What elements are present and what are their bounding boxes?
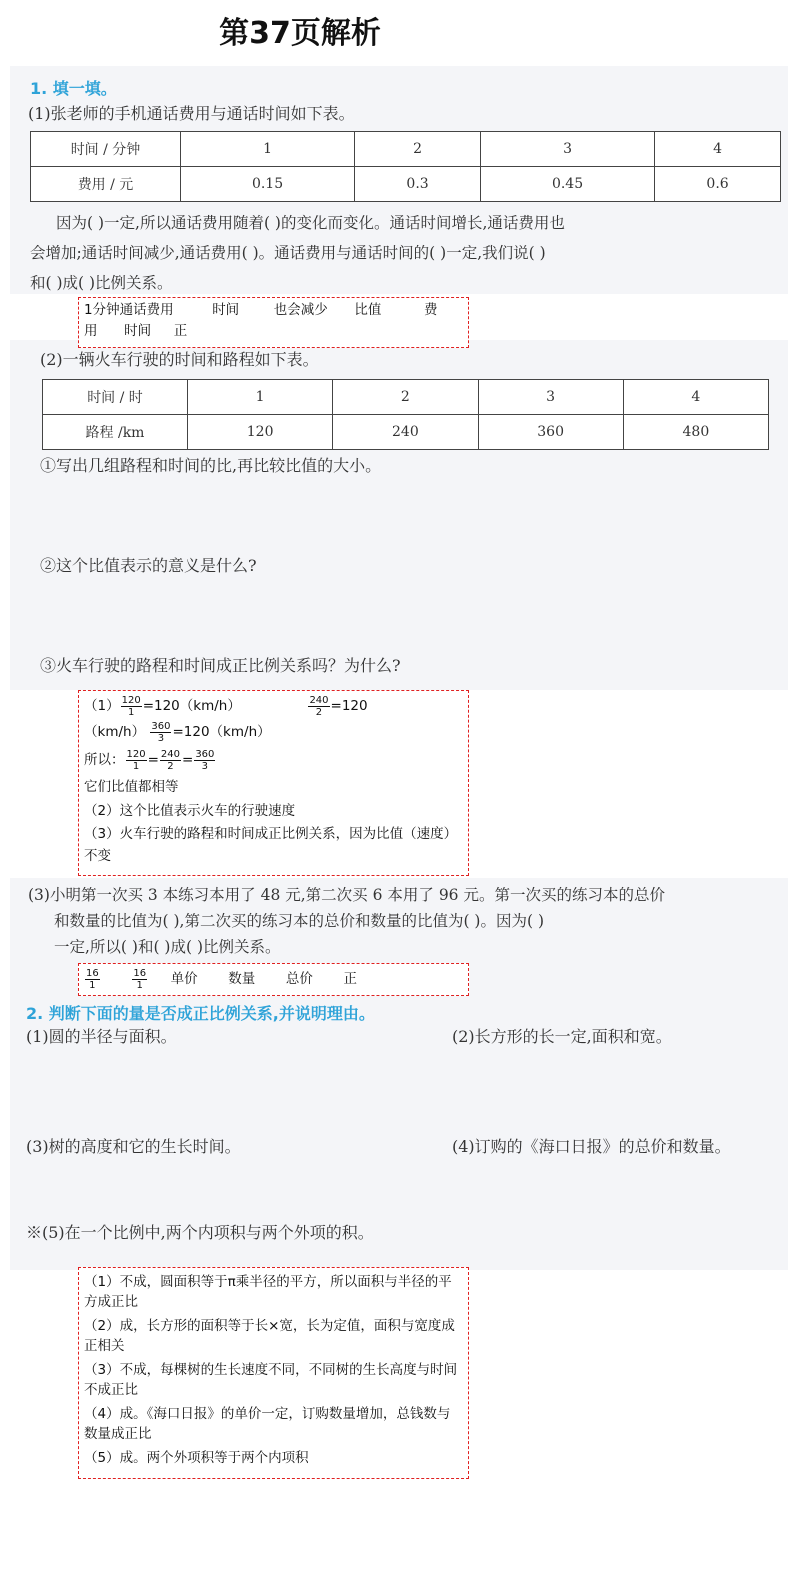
q1-line2: 会增加;通话时间减少,通话费用( )。通话费用与通话时间的( )一定,我们说( ) bbox=[30, 244, 546, 262]
table1-fee-cell: 0.15 bbox=[181, 167, 355, 202]
sec2-q2: (2)长方形的长一定,面积和宽。 bbox=[452, 1027, 672, 1046]
answer2-line3: （3）火车行驶的路程和时间成正比例关系，因为比值（速度）不变 bbox=[84, 826, 458, 864]
sec2-q3: (3)树的高度和它的生长时间。 bbox=[26, 1137, 241, 1156]
sec2-q1: (1)圆的半径与面积。 bbox=[26, 1027, 177, 1046]
table2-distance-cell: 120 bbox=[188, 415, 333, 450]
answer3-item: 单价 bbox=[170, 971, 198, 987]
fraction-16-1: $\frac{16}{1}$ bbox=[86, 967, 99, 991]
answer2-result-2: =120 bbox=[330, 698, 368, 714]
phone-fee-table bbox=[30, 131, 781, 202]
fraction-240-2: $\frac{240}{2}$ bbox=[309, 694, 329, 718]
section2-heading: 2. 判断下面的量是否成正比例关系,并说明理由。 bbox=[26, 1004, 375, 1023]
answer4-line: （1）不成，圆面积等于π乘半径的平方，所以面积与半径的平方成正比 bbox=[84, 1274, 452, 1310]
answer4-line: （2）成，长方形的面积等于长×宽，长为定值，面积与宽度成正相关 bbox=[84, 1318, 455, 1354]
answer1-item: 用 bbox=[84, 323, 98, 339]
answer3-item: 正 bbox=[343, 971, 357, 987]
answer1-item: 费 bbox=[423, 302, 438, 318]
page-title: 第37页解析 bbox=[219, 16, 381, 51]
table2-time-cell: 3 bbox=[478, 380, 623, 415]
fraction-16-1: $\frac{16}{1}$ bbox=[133, 967, 147, 991]
train-distance-table bbox=[42, 379, 769, 450]
answer1-item: 正 bbox=[173, 323, 188, 339]
answer2-result-1: =120（km/h） bbox=[142, 698, 241, 714]
answer-box-4 bbox=[78, 1267, 469, 1479]
table1-header-time: 时间 / 分钟 bbox=[31, 132, 181, 167]
table2-time-cell: 1 bbox=[188, 380, 333, 415]
q2-sub2: ②这个比值表示的意义是什么? bbox=[40, 556, 257, 575]
answer2-equal-line: 它们比值都相等 bbox=[84, 779, 179, 795]
q3-line2: 和数量的比值为( ),第二次买的练习本的总价和数量的比值为( )。因为( ) bbox=[54, 912, 544, 930]
table1-header-fee: 费用 / 元 bbox=[31, 167, 181, 202]
q3-line1: (3)小明第一次买 3 本练习本用了 48 元,第二次买 6 本用了 96 元。第一次买的练习本的总价 bbox=[28, 886, 665, 904]
answer1-item: 比值 bbox=[354, 302, 382, 318]
q1-line3: 和( )成( )比例关系。 bbox=[30, 274, 173, 292]
q1-intro: (1)张老师的手机通话费用与通话时间如下表。 bbox=[28, 104, 355, 123]
q2-sub1: ①写出几组路程和时间的比,再比较比值的大小。 bbox=[40, 456, 382, 475]
answer2-prefix: （1） bbox=[84, 698, 120, 714]
answer4-line: （4）成。《海口日报》的单价一定，订购数量增加，总钱数与数量成正比 bbox=[84, 1406, 451, 1442]
answer2-so: 所以： bbox=[84, 752, 125, 768]
answer3-item: 总价 bbox=[285, 971, 313, 987]
table1-time-cell: 2 bbox=[355, 132, 481, 167]
answer-box-3 bbox=[78, 963, 469, 996]
sec2-q5: ※(5)在一个比例中,两个内项积与两个外项的积。 bbox=[26, 1223, 374, 1242]
answer-box-2: （1） $\frac{120}{1}$ =120（km/h） $\frac{240}{2}$ =120 （km/h） $\frac{360}{3}$ =120（km/h） 所以： $\frac{120}{1}$ = $\frac{240}{2}$ = $\frac{360}{3}$ 它们比值都相等 （2）这个比值表示火车的行驶速度 （3）火车行驶的路程和时间成正比例关系，因为比值（速度）不变 bbox=[78, 690, 469, 876]
table2-header-distance: 路程 /km bbox=[43, 415, 188, 450]
table2-distance-cell: 240 bbox=[333, 415, 478, 450]
fraction-120-1: $\frac{120}{1}$ bbox=[121, 694, 141, 718]
answer4-line: （3）不成，每棵树的生长速度不同，不同树的生长高度与时间不成正比 bbox=[84, 1362, 458, 1398]
answer2-result-3: =120（km/h） bbox=[172, 724, 271, 740]
answer2-line2: （2）这个比值表示火车的行驶速度 bbox=[84, 803, 296, 819]
answer3-item: 数量 bbox=[228, 971, 256, 987]
table1-fee-cell: 0.3 bbox=[355, 167, 481, 202]
section1-heading: 1. 填一填。 bbox=[30, 79, 117, 98]
table1-time-cell: 4 bbox=[655, 132, 781, 167]
sec2-q4: (4)订购的《海口日报》的总价和数量。 bbox=[452, 1137, 731, 1156]
table2-distance-cell: 360 bbox=[478, 415, 623, 450]
table1-time-cell: 3 bbox=[480, 132, 654, 167]
table1-time-cell: 1 bbox=[181, 132, 355, 167]
table1-fee-cell: 0.6 bbox=[655, 167, 781, 202]
answer1-item: 1分钟通话费用 bbox=[84, 302, 174, 318]
answer1-item: 时间 bbox=[124, 323, 152, 339]
answer4-line: （5）成。两个外项积等于两个内项积 bbox=[84, 1450, 309, 1466]
answer2-unit: （km/h） bbox=[84, 724, 146, 740]
table2-header-time: 时间 / 时 bbox=[43, 380, 188, 415]
answer-box-1 bbox=[78, 297, 469, 348]
q2-sub3: ③火车行驶的路程和时间成正比例关系吗？为什么? bbox=[40, 656, 401, 675]
answer1-item: 时间 bbox=[212, 302, 240, 318]
fraction-360-3: $\frac{360}{3}$ bbox=[151, 720, 171, 744]
table1-fee-cell: 0.45 bbox=[480, 167, 654, 202]
q2-intro: (2)一辆火车行驶的时间和路程如下表。 bbox=[40, 350, 319, 369]
q3-line3: 一定,所以( )和( )成( )比例关系。 bbox=[54, 938, 281, 956]
table2-time-cell: 2 bbox=[333, 380, 478, 415]
table2-distance-cell: 480 bbox=[623, 415, 768, 450]
answer1-item: 也会减少 bbox=[273, 302, 328, 318]
q1-line1: 因为( )一定,所以通话费用随着( )的变化而变化。通话时间增长,通话费用也 bbox=[56, 214, 565, 232]
table2-time-cell: 4 bbox=[623, 380, 768, 415]
